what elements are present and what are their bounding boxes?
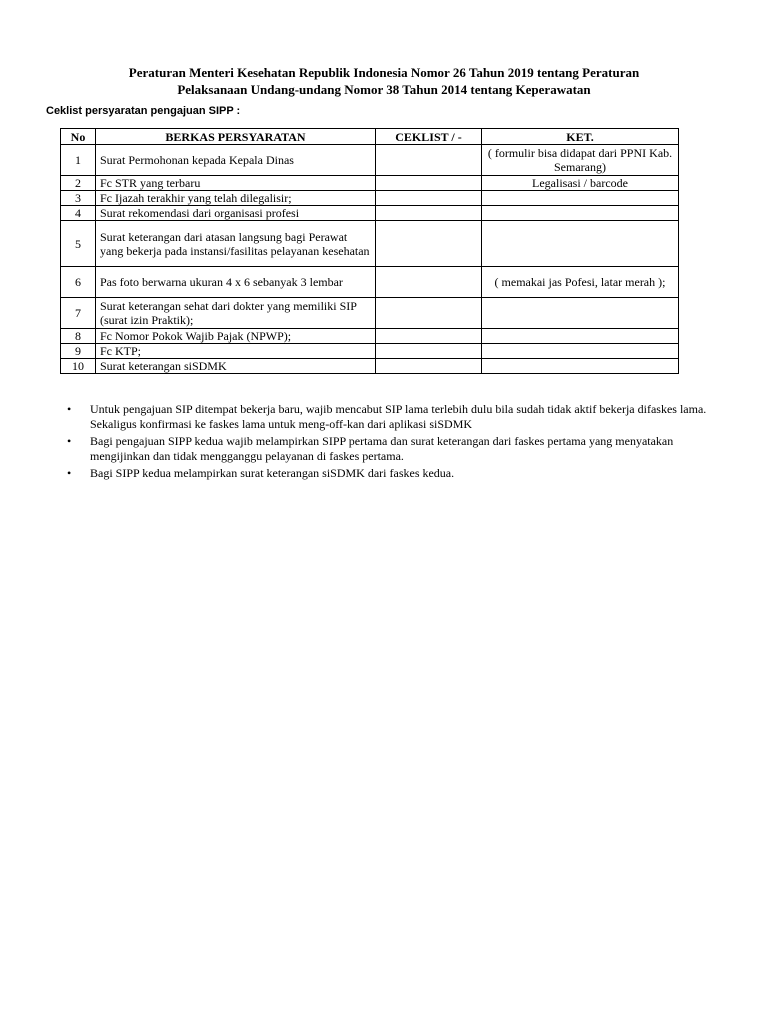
notes-list — [64, 402, 724, 483]
table-row — [61, 329, 679, 344]
row-checkbox-cell[interactable] — [376, 329, 482, 344]
table-row — [61, 221, 679, 267]
row-document: Fc STR yang terbaru — [96, 176, 376, 191]
row-checkbox-cell[interactable] — [376, 267, 482, 298]
row-note — [482, 191, 679, 206]
table-row — [61, 298, 679, 329]
row-number: 10 — [61, 359, 96, 374]
row-checkbox-cell[interactable] — [376, 221, 482, 267]
bullet-icon: • — [67, 434, 72, 448]
header-no: No — [61, 129, 96, 145]
note-text: Bagi SIPP kedua melampirkan surat keterangan siSDMK dari faskes kedua. — [90, 466, 455, 480]
row-document: Fc KTP; — [96, 344, 376, 359]
row-document: Surat rekomendasi dari organisasi profesi — [96, 206, 376, 221]
note-text: Untuk pengajuan SIP ditempat bekerja baru, wajib mencabut SIP lama terlebih dulu bila sudah tidak aktif bekerja difaskes lama. Sekaligus konfirmasi ke faskes lama untuk meng-off-kan dari aplikasi siSDMK — [90, 402, 707, 431]
table-row — [61, 344, 679, 359]
header-ket: KET. — [482, 129, 679, 145]
table-row — [61, 267, 679, 298]
row-checkbox-cell[interactable] — [376, 344, 482, 359]
row-note: Legalisasi / barcode — [482, 176, 679, 191]
row-note — [482, 344, 679, 359]
row-number: 6 — [61, 267, 96, 298]
row-checkbox-cell[interactable] — [376, 206, 482, 221]
list-item — [64, 402, 724, 432]
row-checkbox-cell[interactable] — [376, 191, 482, 206]
title-line-2: Pelaksanaan Undang-undang Nomor 38 Tahun 2014 tentang Keperawatan — [177, 82, 591, 97]
row-note: ( memakai jas Pofesi, latar merah ); — [482, 267, 679, 298]
checklist-subtitle: Ceklist persyaratan pengajuan SIPP : — [46, 105, 241, 117]
row-number: 7 — [61, 298, 96, 329]
row-checkbox-cell[interactable] — [376, 176, 482, 191]
header-ceklist: CEKLIST / - — [376, 129, 482, 145]
row-note: ( formulir bisa didapat dari PPNI Kab. Semarang) — [482, 145, 679, 176]
table-row — [61, 206, 679, 221]
document-title — [60, 64, 708, 98]
requirements-table — [60, 128, 679, 374]
row-note — [482, 221, 679, 267]
row-document: Surat keterangan siSDMK — [96, 359, 376, 374]
row-number: 1 — [61, 145, 96, 176]
row-checkbox-cell[interactable] — [376, 145, 482, 176]
row-number: 3 — [61, 191, 96, 206]
row-note — [482, 206, 679, 221]
row-note — [482, 329, 679, 344]
row-checkbox-cell[interactable] — [376, 298, 482, 329]
row-checkbox-cell[interactable] — [376, 359, 482, 374]
row-number: 2 — [61, 176, 96, 191]
row-document: Fc Nomor Pokok Wajib Pajak (NPWP); — [96, 329, 376, 344]
table-row — [61, 176, 679, 191]
table-row — [61, 145, 679, 176]
row-note — [482, 298, 679, 329]
row-number: 8 — [61, 329, 96, 344]
row-number: 5 — [61, 221, 96, 267]
row-number: 9 — [61, 344, 96, 359]
table-row — [61, 359, 679, 374]
note-text: Bagi pengajuan SIPP kedua wajib melampirkan SIPP pertama dan surat keterangan dari faskes pertama yang menyatakan mengijinkan dan tidak mengganggu pelayanan di faskes pertama. — [90, 434, 674, 463]
title-line-1: Peraturan Menteri Kesehatan Republik Indonesia Nomor 26 Tahun 2019 tentang Peraturan — [128, 65, 640, 80]
row-document: Pas foto berwarna ukuran 4 x 6 sebanyak 3 lembar — [96, 267, 376, 298]
table-header-row — [61, 129, 679, 145]
row-document: Fc Ijazah terakhir yang telah dilegalisir; — [96, 191, 376, 206]
row-document: Surat Permohonan kepada Kepala Dinas — [96, 145, 376, 176]
list-item — [64, 466, 724, 481]
bullet-icon: • — [67, 402, 72, 416]
row-number: 4 — [61, 206, 96, 221]
row-document: Surat keterangan dari atasan langsung bagi Perawat yang bekerja pada instansi/fasilitas pelayanan kesehatan — [96, 221, 376, 267]
header-berkas: BERKAS PERSYARATAN — [96, 129, 376, 145]
table-row — [61, 191, 679, 206]
list-item — [64, 434, 724, 464]
row-note — [482, 359, 679, 374]
bullet-icon: • — [67, 466, 72, 480]
row-document: Surat keterangan sehat dari dokter yang memiliki SIP (surat izin Praktik); — [96, 298, 376, 329]
